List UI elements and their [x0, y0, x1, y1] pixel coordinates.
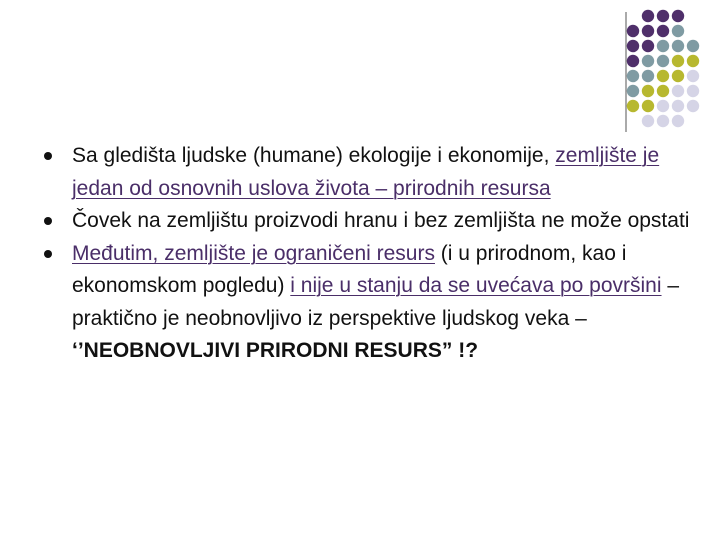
decor-dot — [642, 10, 654, 22]
decor-dot — [642, 115, 654, 127]
bullet-dot-icon — [44, 152, 52, 160]
bullet-dot-icon — [44, 250, 52, 258]
decor-dot — [687, 100, 699, 112]
decor-dot — [672, 40, 684, 52]
decor-dot — [642, 85, 654, 97]
bullet-3-underlined-text-2: i nije u stanju da se uvećava po površini — [290, 274, 662, 297]
bullet-item-1 — [40, 140, 690, 205]
decor-dot — [627, 70, 639, 82]
bullet-3-underlined-text-1: Međutim, zemljište je ograničeni resurs — [72, 241, 435, 265]
decor-dot — [672, 115, 684, 127]
decor-dot — [672, 85, 684, 97]
decor-dot — [687, 70, 699, 82]
decor-dot — [627, 25, 639, 37]
bullet-3-text-1: (i u prirodnom, kao i ekonomskom pogledu) — [72, 241, 627, 297]
decor-dot — [642, 55, 654, 67]
bullet-3-bold-text: ‘’NEOBNOVLJIVI PRIRODNI RESURS” !? — [72, 339, 479, 362]
decor-dot — [642, 100, 654, 112]
decor-dot — [642, 70, 654, 82]
decor-dot — [672, 25, 684, 37]
bullet-1-underlined-text: zemljište je jedan od osnovnih uslova života – prirodnih resursa — [72, 144, 660, 200]
decor-dot — [672, 70, 684, 82]
decor-dot — [657, 100, 669, 112]
decor-dot — [657, 115, 669, 127]
decor-dot — [642, 25, 654, 37]
decor-dot — [627, 40, 639, 52]
dot-grid — [627, 10, 699, 127]
bullet-2-text: Čovek na zemljištu proizvodi hranu i bez zemljišta ne može opstati — [72, 209, 690, 232]
bullet-item-2 — [40, 205, 690, 238]
decor-dot — [627, 85, 639, 97]
decor-dot — [627, 100, 639, 112]
decor-dot — [627, 55, 639, 67]
decor-dot — [687, 85, 699, 97]
decorative-dot-grid — [0, 0, 720, 140]
bullet-dot-icon — [44, 217, 52, 225]
decor-dot — [672, 55, 684, 67]
bullet-list — [40, 140, 690, 368]
bullet-1-text: Sa gledišta ljudske (humane) ekologije i ekonomije, — [72, 144, 556, 167]
decor-dot — [687, 40, 699, 52]
decor-dot — [687, 55, 699, 67]
decor-dot — [672, 10, 684, 22]
bullet-3-text-2: – praktično je neobnovljivo iz perspektive ljudskog veka – — [72, 274, 680, 330]
decor-dot — [657, 70, 669, 82]
decor-dot — [657, 55, 669, 67]
decor-dot — [657, 40, 669, 52]
decor-dot — [657, 85, 669, 97]
decor-dot — [672, 100, 684, 112]
bullet-item-3 — [40, 238, 690, 368]
decor-dot — [657, 10, 669, 22]
decor-dot — [657, 25, 669, 37]
decor-dot — [642, 40, 654, 52]
